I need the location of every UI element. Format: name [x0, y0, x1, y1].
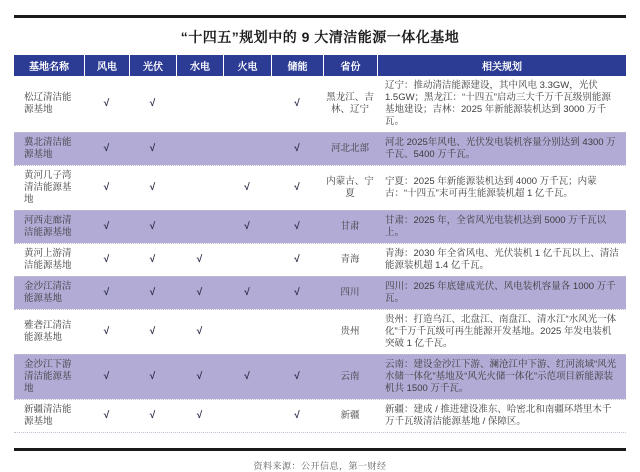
- table-row: [14, 354, 626, 399]
- base-name: 黄河几子湾清洁能源基地: [24, 170, 72, 205]
- base-name: 冀北清洁能源基地: [24, 137, 72, 160]
- column-header-wind: 风电: [84, 55, 129, 76]
- infographic-page: [0, 15, 640, 471]
- wind-checkmark: √: [103, 326, 110, 337]
- pv-checkmark: √: [149, 182, 156, 193]
- wind-checkmark: √: [103, 410, 110, 421]
- base-name: 松辽清洁能源基地: [24, 92, 72, 115]
- clean-energy-base-table: [14, 55, 626, 433]
- storage-checkmark: √: [294, 221, 300, 232]
- storage-checkmark: [271, 328, 323, 336]
- page-title: “十四五”规划中的 9 大清洁能源一体化基地: [180, 29, 460, 45]
- storage-checkmark: √: [294, 182, 300, 193]
- thermal-checkmark: √: [244, 221, 250, 232]
- thermal-checkmark: [223, 145, 271, 153]
- storage-checkmark: √: [294, 254, 300, 265]
- top-divider: [14, 15, 626, 18]
- table-row: [14, 276, 626, 309]
- hydro-checkmark: [176, 184, 223, 192]
- thermal-checkmark: √: [244, 287, 250, 298]
- table-row: [14, 399, 626, 432]
- table-row: [14, 165, 626, 210]
- pv-checkmark: √: [149, 143, 156, 154]
- thermal-checkmark: [223, 100, 271, 108]
- table-body: [14, 76, 626, 433]
- bottom-divider: [14, 448, 626, 451]
- province: 新疆: [340, 410, 360, 421]
- plan-text: 四川：2025 年底建成光伏、风电装机容量各 1000 万千瓦。: [385, 281, 616, 304]
- pv-checkmark: √: [149, 326, 156, 337]
- thermal-checkmark: [223, 412, 271, 420]
- plan-text: 青海：2030 年全省风电、光伏装机 1 亿千瓦以上、清洁能源装机超 1.4 亿千瓦。: [385, 248, 619, 271]
- plan-text: 贵州：打造乌江、北盘江、南盘江、清水江“水风光一体化”千万千瓦级可再生能源开发基地。2025 年发电装机突破 1 亿千瓦。: [385, 314, 617, 349]
- storage-checkmark: √: [294, 371, 300, 382]
- table-row: [14, 132, 626, 165]
- hydro-checkmark: [176, 145, 223, 153]
- province: 贵州: [340, 326, 360, 337]
- wind-checkmark: √: [103, 371, 110, 382]
- base-name: 河西走廊清洁能源基地: [24, 215, 72, 238]
- pv-checkmark: √: [149, 254, 156, 265]
- thermal-checkmark: [223, 328, 271, 336]
- column-header-storage: 储能: [271, 55, 323, 76]
- province: 青海: [340, 254, 360, 265]
- province: 甘肃: [340, 221, 360, 232]
- table-row: [14, 309, 626, 354]
- hydro-checkmark: √: [196, 287, 203, 298]
- pv-checkmark: √: [149, 287, 156, 298]
- base-name: 雅砻江清洁能源基地: [24, 320, 72, 343]
- pv-checkmark: √: [149, 371, 156, 382]
- hydro-checkmark: √: [196, 254, 203, 265]
- plan-text: 河北 2025年风电、光伏发电装机容量分别达到 4300 万千瓦、5400 万千瓦。: [385, 137, 616, 160]
- plan-text: 新疆：建成 / 推进建设准东、哈密北和南疆环塔里木千万千瓦级清洁能源基地 / 保障区。: [385, 404, 612, 427]
- province: 河北北部: [330, 143, 369, 154]
- storage-checkmark: √: [294, 287, 300, 298]
- hydro-checkmark: [176, 100, 223, 108]
- storage-checkmark: √: [294, 98, 300, 109]
- base-name: 金沙江清洁能源基地: [24, 281, 72, 304]
- wind-checkmark: √: [103, 143, 110, 154]
- wind-checkmark: √: [103, 254, 110, 265]
- storage-checkmark: √: [294, 143, 300, 154]
- pv-checkmark: √: [149, 221, 156, 232]
- province: 黑龙江、吉林、辽宁: [326, 92, 374, 115]
- table-row: [14, 243, 626, 276]
- plan-text: 辽宁：推动清洁能源建设，其中风电 3.3GW，光伏 1.5GW；黑龙江：“十四五”启动三大千万千瓦级别能源基地建设；吉林：2025 年新能源装机达到 3000 万千瓦。: [385, 80, 611, 127]
- pv-checkmark: √: [149, 410, 156, 421]
- hydro-checkmark: √: [196, 371, 203, 382]
- column-header-name: 基地名称: [29, 62, 69, 73]
- table-header-row: [14, 55, 626, 76]
- wind-checkmark: √: [103, 287, 110, 298]
- wind-checkmark: √: [103, 221, 110, 232]
- province: 四川: [340, 287, 360, 298]
- base-name: 新疆清洁能源基地: [24, 404, 72, 427]
- storage-checkmark: √: [294, 410, 300, 421]
- table-row: [14, 210, 626, 243]
- hydro-checkmark: [176, 223, 223, 231]
- thermal-checkmark: √: [244, 371, 250, 382]
- column-header-plan: 相关规划: [377, 55, 626, 76]
- plan-text: 甘肃：2025 年，全省风光电装机达到 5000 万千瓦以上。: [385, 215, 607, 238]
- column-header-hydro: 水电: [176, 55, 223, 76]
- source-note: 资料来源：公开信息，第一财经: [253, 461, 387, 471]
- plan-text: 云南：建设金沙江下游、澜沧江中下游、红河流域“风光水储一体化”基地及“风光火储一体化”示范项目新能源装机共 1500 万千瓦。: [385, 359, 617, 394]
- province: 云南: [340, 371, 360, 382]
- base-name: 金沙江下游清洁能源基地: [24, 359, 72, 394]
- thermal-checkmark: [223, 256, 271, 264]
- wind-checkmark: √: [103, 182, 110, 193]
- thermal-checkmark: √: [244, 182, 250, 193]
- column-header-province: 省份: [323, 55, 377, 76]
- pv-checkmark: √: [149, 98, 156, 109]
- hydro-checkmark: √: [196, 410, 203, 421]
- base-name: 黄河上游清洁能源基地: [24, 248, 72, 271]
- table-row: [14, 76, 626, 132]
- wind-checkmark: √: [103, 98, 110, 109]
- column-header-pv: 光伏: [129, 55, 176, 76]
- province: 内蒙古、宁夏: [326, 176, 374, 199]
- hydro-checkmark: √: [196, 326, 203, 337]
- column-header-thermal: 火电: [223, 55, 271, 76]
- plan-text: 宁夏：2025 年新能源装机达到 4000 万千瓦；内蒙古：“十四五”末可再生能源装机超 1 亿千瓦。: [385, 176, 597, 199]
